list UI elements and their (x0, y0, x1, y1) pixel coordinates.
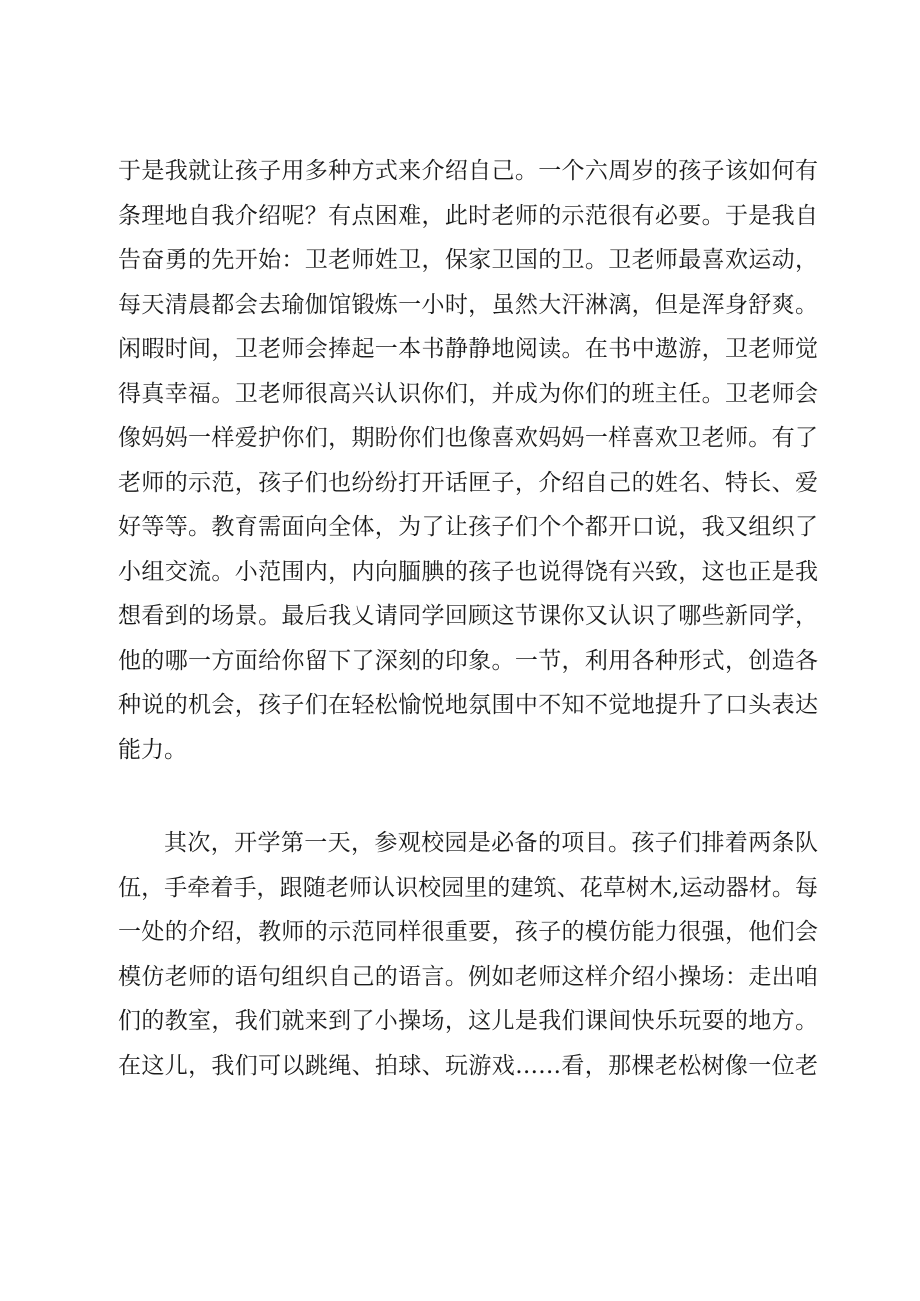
paragraph-line: 老师的示范，孩子们也纷纷打开话匣子，介绍自己的姓名、特长、爱 (118, 469, 818, 496)
paragraph-line: 于是我就让孩子用多种方式来介绍自己。一个六周岁的孩子该如何有 (118, 158, 818, 184)
paragraph-line: 一处的介绍，教师的示范同样很重要，孩子的模仿能力很强，他们会 (118, 919, 818, 945)
paragraph-line: 好等等。教育需面向全体，为了让孩子们个个都开口说，我又组织了 (118, 514, 818, 540)
paragraph-line: 伍，手牵着手，跟随老师认识校园里的建筑、花草树木,运动器材。每 (118, 874, 818, 901)
paragraph-line: 种说的机会，孩子们在轻松愉悦地氛围中不知不觉地提升了口头表达 (118, 692, 818, 718)
paragraph-line: 条理地自我介绍呢？有点困难，此时老师的示范很有必要。于是我自 (118, 202, 818, 229)
paragraph-line: 在这儿，我们可以跳绳、拍球、玩游戏……看，那棵老松树像一位老 (118, 1052, 818, 1079)
paragraph-line: 告奋勇的先开始：卫老师姓卫，保家卫国的卫。卫老师最喜欢运动， (118, 247, 818, 273)
paragraph-line: 模仿老师的语句组织自己的语言。例如老师这样介绍小操场：走出咱 (118, 963, 818, 990)
paragraph-line: 们的教室，我们就来到了小操场，这儿是我们课间快乐玩耍的地方。 (118, 1008, 818, 1034)
paragraph-1 (118, 149, 818, 772)
paragraph-line: 想看到的场景。最后我乂请同学回顾这节课你又认识了哪些新同学， (118, 603, 818, 629)
paragraph-line: 得真幸福。卫老师很高兴认识你们，并成为你们的班主任。卫老师会 (118, 380, 818, 407)
paragraph-line: 其次，开学第一天，参观校园是必备的项目。孩子们排着两条队 (164, 830, 818, 856)
paragraph-line: 每天清晨都会去瑜伽馆锻炼一小时，虽然大汗淋漓，但是浑身舒爽。 (118, 291, 818, 318)
paragraph-line: 能力。 (118, 736, 187, 763)
paragraph-2 (118, 821, 818, 1088)
paragraph-line: 小组交流。小范围内，内向腼腆的孩子也说得饶有兴致，这也正是我 (118, 558, 818, 585)
paragraph-line: 他的哪一方面给你留下了深刻的印象。一节，利用各种形式，创造各 (118, 647, 818, 674)
paragraph-line: 像妈妈一样爱护你们，期盼你们也像喜欢妈妈一样喜欢卫老师。有了 (118, 425, 818, 451)
paragraph-line: 闲暇时间，卫老师会捧起一本书静静地阅读。在书中遨游，卫老师觉 (118, 336, 818, 362)
